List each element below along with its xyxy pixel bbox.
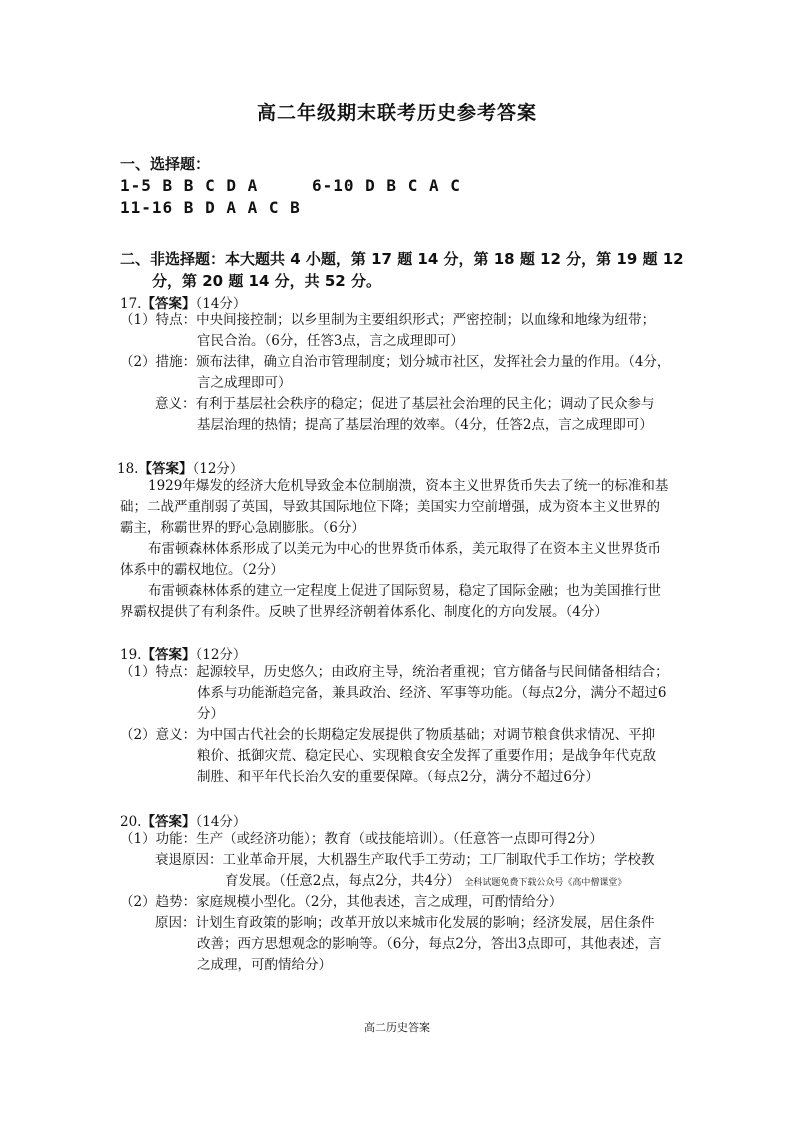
q19-line: 分）: [197, 706, 224, 722]
q20-line: [225, 871, 626, 894]
q19-answer-label: 【答案】: [141, 647, 196, 663]
q18-number: 18.: [117, 461, 139, 477]
section2-heading-line2: 分，第 20 题 14 分，共 52 分。: [152, 272, 381, 290]
q20-line: 改善；西方思想观念的影响等。（6分，每点2分，答出3点即可，其他表述，言: [197, 936, 662, 952]
q19-score: （12分）: [195, 647, 247, 663]
q20-answer-label: 【答案】: [141, 814, 196, 830]
q19-line: 体系与功能渐趋完备，兼具政治、经济、军事等功能。（每点2分，满分不超过6: [197, 685, 667, 701]
section2-heading-line1: 二、非选择题：本大题共 4 小题，第 17 题 14 分，第 18 题 12 分，第 19 题 12: [120, 250, 684, 268]
q20-line: （1）功能：生产（或经济功能）；教育（或技能培训）。（任意答一点即可得2分）: [120, 831, 603, 847]
q20-line-text: 育发展。（任意2点，每点2分，共4分）: [225, 873, 461, 889]
q18-score: （12分）: [192, 461, 244, 477]
page-footer: 高二历史答案: [364, 1021, 430, 1034]
q19-line: （2）意义：为中国古代社会的长期稳定发展提供了物质基础；对调节粮食供求情况、平抑: [120, 727, 656, 743]
q18-answer-label: 【答案】: [138, 461, 193, 477]
q17-line: （1）特点：中央间接控制；以乡里制为主要组织形式；严密控制；以血缘和地缘为纽带；: [120, 312, 656, 328]
q20-line: 原因：计划生育政策的影响；改革开放以来城市化发展的影响；经济发展，居住条件: [155, 915, 655, 931]
q17-score: （14分）: [195, 296, 247, 312]
mc-answers-6-10: 6-10 D B C A C: [312, 176, 461, 195]
q17-answer-label: 【答案】: [141, 296, 196, 312]
q17-line: 官民合治。（6分，任答3点，言之成理即可）: [197, 333, 464, 349]
q17-header: [120, 292, 246, 312]
q17-line: 基层治理的热情；提高了基层治理的效率。（4分，任答2点，言之成理即可）: [197, 417, 653, 433]
q19-number: 19.: [120, 647, 142, 663]
mc-answers-11-16: 11-16 B D A A C B: [120, 198, 301, 217]
q18-line: 体系中的霸权地位。（2分）: [120, 562, 284, 578]
q19-line: （1）特点：起源较早，历史悠久；由政府主导，统治者重视；官方储备与民间储备相结合；: [120, 664, 669, 680]
q20-line: 衰退原因：工业革命开展，大机器生产取代手工劳动；工厂制取代手工作坊；学校教: [155, 852, 655, 868]
q19-line: 制胜、和平年代长治久安的重要保障。（每点2分，满分不超过6分）: [197, 769, 599, 785]
q17-number: 17.: [120, 296, 142, 312]
q18-line: 布雷顿森林体系的建立一定程度上促进了国际贸易，稳定了国际金融；也为美国推行世: [148, 583, 661, 599]
q18-header: [117, 457, 243, 477]
q18-line: 布雷顿森林体系形成了以美元为中心的世界货币体系，美元取得了在资本主义世界货币: [148, 541, 661, 557]
q17-line: （2）措施：颁布法律，确立自治市管理制度；划分城市社区，发挥社会力量的作用。（4分，: [120, 354, 671, 370]
q17-line: 言之成理即可）: [197, 375, 292, 391]
q20-number: 20.: [120, 814, 142, 830]
q18-line: 础；二战严重削弱了英国，导致其国际地位下降；美国实力空前增强，成为资本主义世界的: [120, 499, 660, 515]
q18-line: 界霸权提供了有利条件。反映了世界经济朝着体系化、制度化的方向发展。（4分）: [120, 604, 608, 620]
q20-watermark: 全科试题免费下载公众号《高中僧课堂》: [464, 878, 627, 888]
page-title: 高二年级期末联考历史参考答案: [256, 102, 537, 124]
q20-line: 之成理，可酌情给分）: [197, 957, 332, 973]
mc-answers-1-5: 1-5 B B C D A: [120, 176, 259, 195]
q20-line: （2）趋势：家庭规模小型化。（2分，其他表述，言之成理，可酌情给分）: [120, 894, 563, 910]
q19-line: 粮价、抵御灾荒、稳定民心、实现粮食安全发挥了重要作用；是战争年代克敌: [197, 748, 656, 764]
q19-header: [120, 643, 246, 663]
q20-score: （14分）: [195, 814, 247, 830]
q17-line: 意义：有利于基层社会秩序的稳定；促进了基层社会治理的民主化；调动了民众参与: [155, 396, 655, 412]
q18-line: 霸主，称霸世界的野心急剧膨胀。（6分）: [120, 520, 365, 536]
q20-header: [120, 810, 246, 830]
q18-line: 1929年爆发的经济大危机导致金本位制崩溃，资本主义世界货币失去了统一的标准和基: [148, 478, 669, 494]
section1-heading: 一、选择题：: [120, 155, 211, 173]
